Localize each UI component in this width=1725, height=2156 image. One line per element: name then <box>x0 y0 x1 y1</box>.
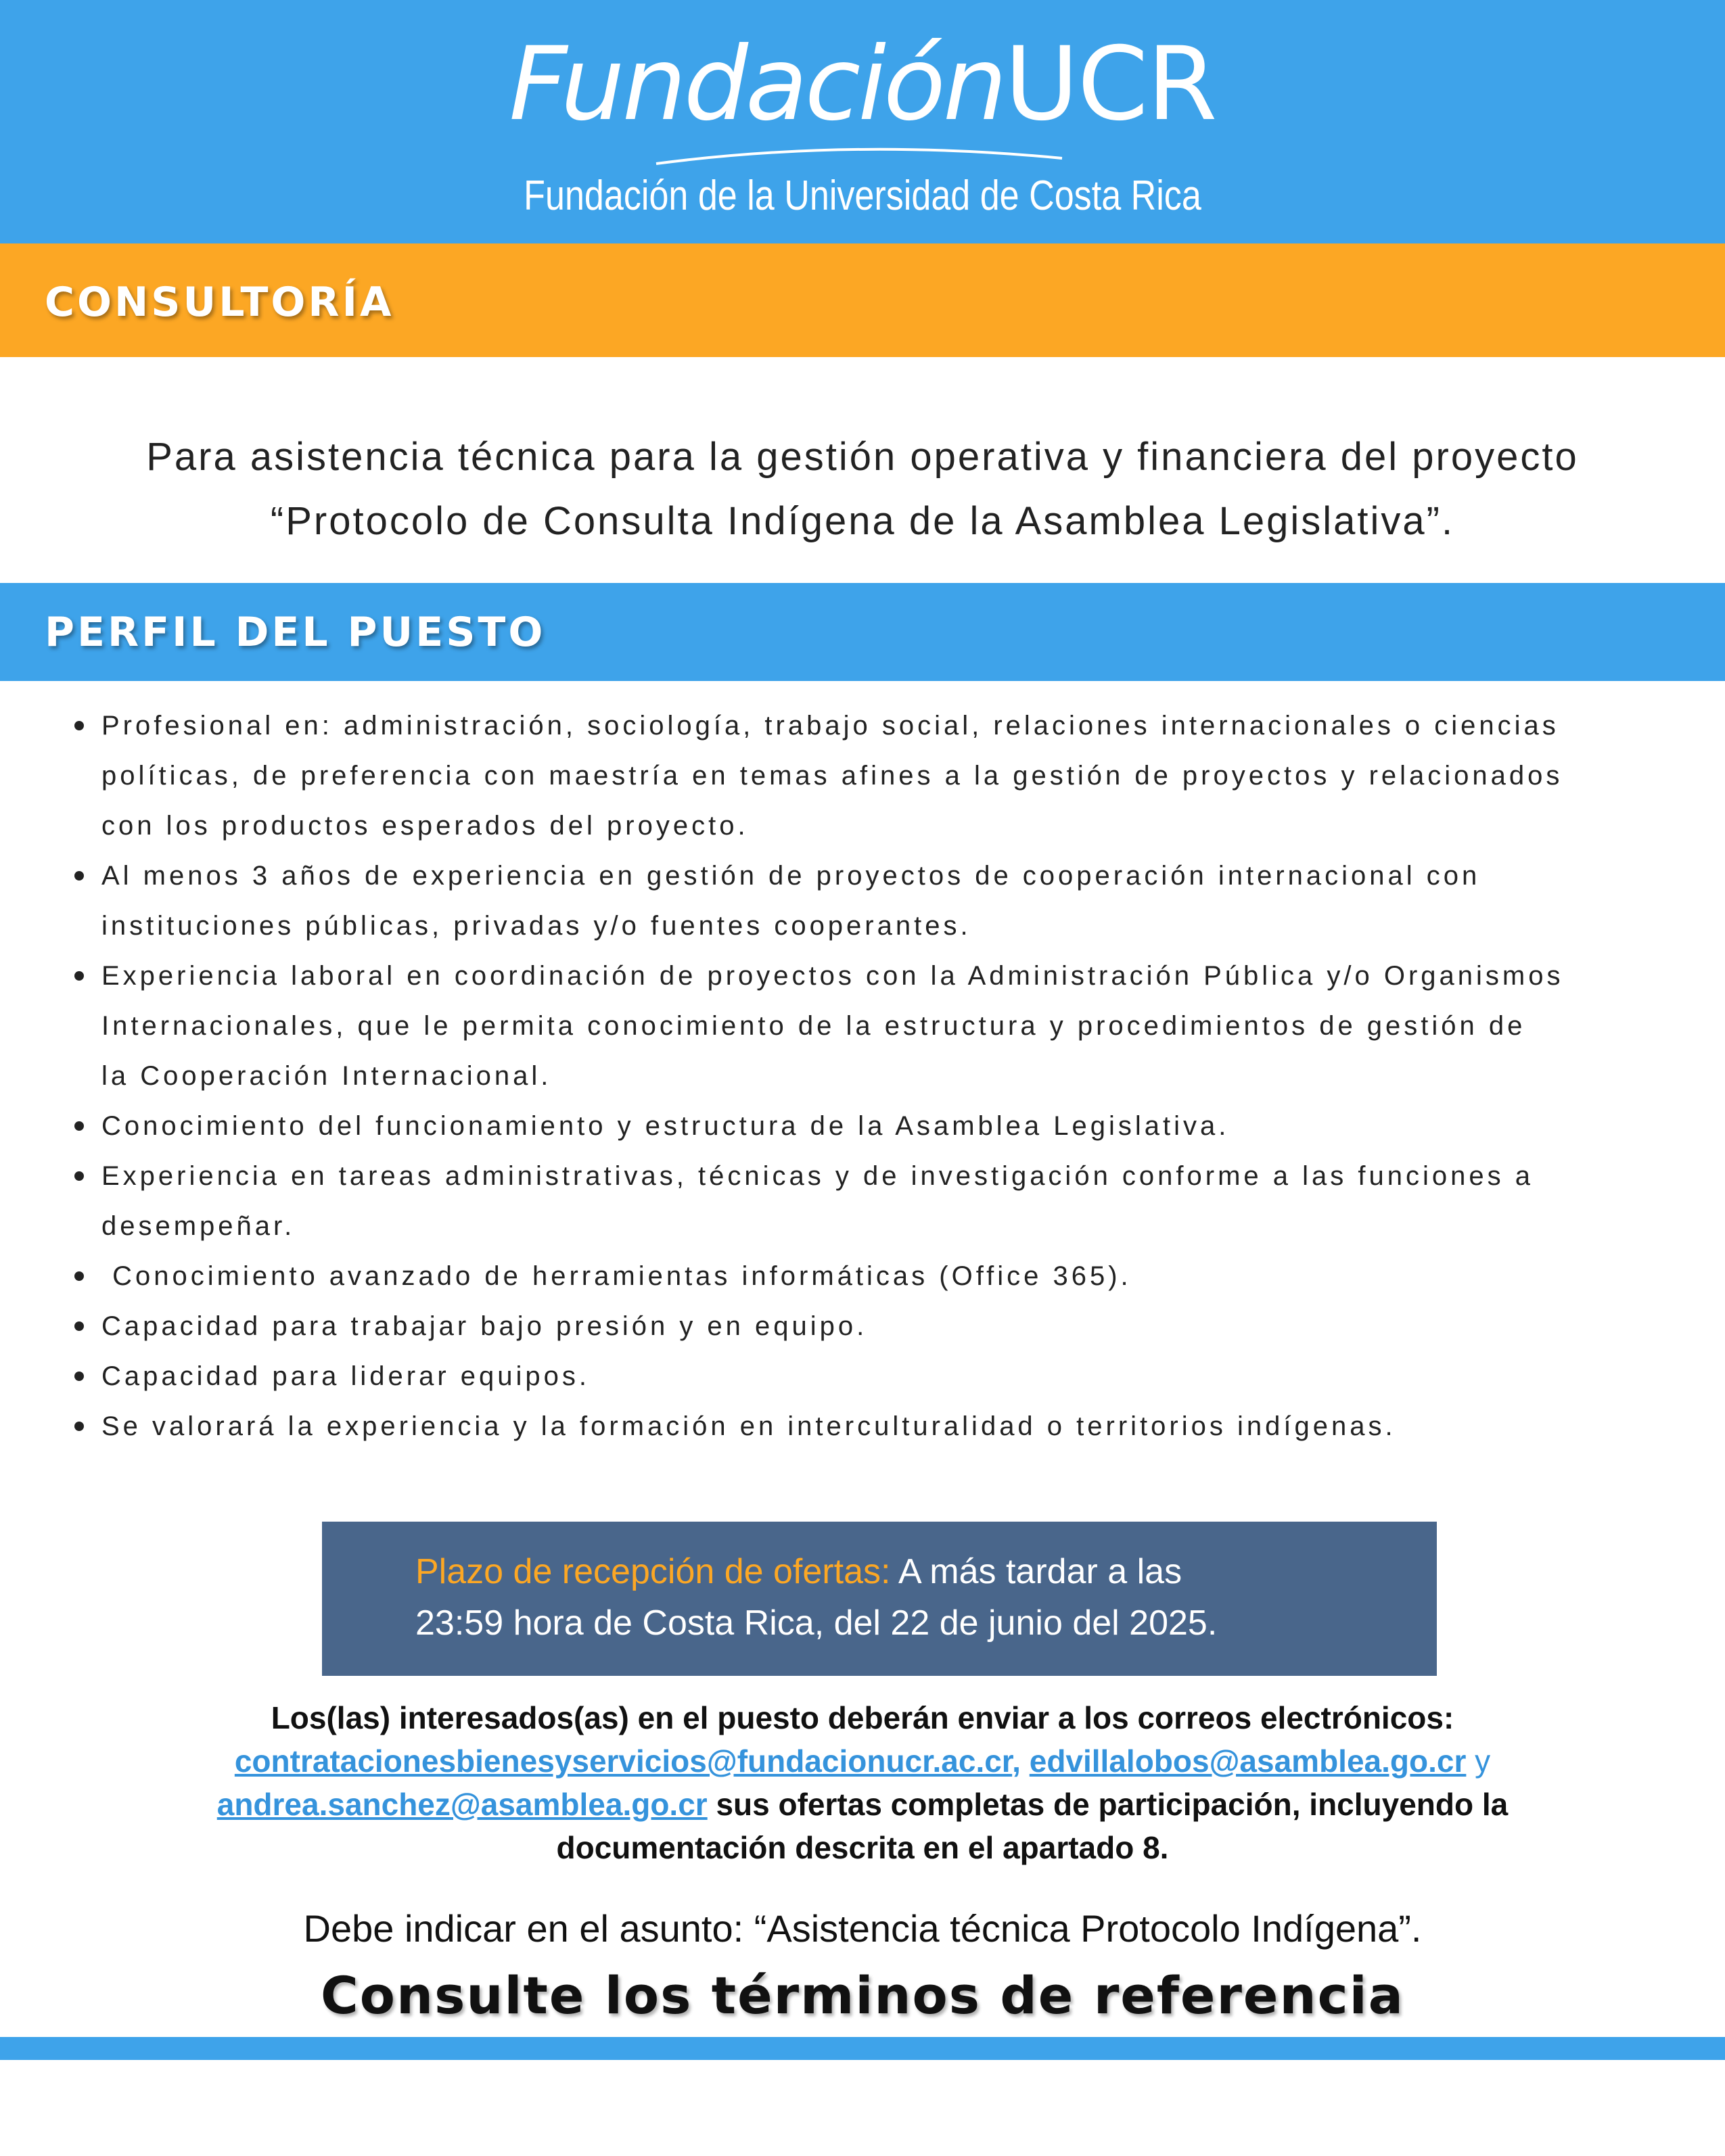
requirement-line: Profesional en: administración, sociología, trabajo social, relaciones internacionales o ciencias <box>101 711 1559 741</box>
perfil-band <box>0 583 1725 681</box>
requirements-list <box>68 701 1678 1451</box>
logo-subtitle: Fundación de la Universidad de Costa Rica <box>524 172 1201 219</box>
requirement-item <box>68 701 1678 851</box>
logo-swoosh-icon <box>649 141 1069 168</box>
email-separator: , <box>1012 1743 1030 1779</box>
requirement-line: Capacidad para trabajar bajo presión y en equipo. <box>101 1311 868 1341</box>
bullet-icon <box>74 1171 84 1181</box>
requirement-item <box>68 851 1678 951</box>
bullet-icon <box>74 1422 84 1431</box>
email-link-andrea[interactable]: andrea.sanchez@asamblea.go.cr <box>216 1787 708 1822</box>
email-link-edvillalobos[interactable]: edvillalobos@asamblea.go.cr <box>1029 1743 1467 1779</box>
email-separator: y <box>1466 1743 1491 1779</box>
perfil-title: PERFIL DEL PUESTO <box>45 609 546 656</box>
requirement-line: Conocimiento avanzado de herramientas informáticas (Office 365). <box>101 1261 1132 1291</box>
deadline-box <box>322 1522 1437 1676</box>
bullet-icon <box>74 971 84 981</box>
requirement-item <box>68 1351 1678 1401</box>
requirement-line: con los productos esperados del proyecto. <box>101 811 749 841</box>
contact-intro: Los(las) interesados(as) en el puesto deberán enviar a los correos electrónicos: <box>271 1700 1454 1735</box>
email-link-contrataciones[interactable]: contratacionesbienesyservicios@fundacionucr.ac.cr <box>234 1743 1013 1779</box>
requirement-item <box>68 1151 1678 1251</box>
requirement-line: la Cooperación Internacional. <box>101 1061 552 1091</box>
consultoria-band <box>0 243 1725 357</box>
bullet-icon <box>74 1271 84 1281</box>
bullet-icon <box>74 721 84 730</box>
intro-line-2: “Protocolo de Consulta Indígena de la Asamblea Legislativa”. <box>270 499 1455 543</box>
subject-instruction: Debe indicar en el asunto: “Asistencia técnica Protocolo Indígena”. <box>303 1907 1422 1950</box>
requirement-line: Se valorará la experiencia y la formación en interculturalidad o territorios indígenas. <box>101 1411 1396 1441</box>
deadline-text-1: A más tardar a las <box>890 1552 1182 1591</box>
requirement-line: Internacionales, que le permita conocimiento de la estructura y procedimientos de gestión de <box>101 1011 1526 1041</box>
requirement-item <box>68 1301 1678 1351</box>
bullet-icon <box>74 1121 84 1131</box>
requirement-item <box>68 1101 1678 1151</box>
intro-text <box>0 425 1725 553</box>
logo-word-fundacion: Fundación <box>509 26 1005 143</box>
requirement-line: Experiencia laboral en coordinación de proyectos con la Administración Pública y/o Organismos <box>101 961 1564 991</box>
requirement-line: Capacidad para liderar equipos. <box>101 1361 591 1391</box>
requirement-line: desempeñar. <box>101 1211 296 1241</box>
consultoria-title: CONSULTORÍA <box>45 279 394 326</box>
requirement-line: Al menos 3 años de experiencia en gestión de proyectos de cooperación internacional con <box>101 861 1481 891</box>
requirement-line: políticas, de preferencia con maestría en temas afines a la gestión de proyectos y relacionados <box>101 761 1563 791</box>
requirement-item <box>68 1251 1678 1301</box>
requirement-line: Conocimiento del funcionamiento y estructura de la Asamblea Legislativa. <box>101 1111 1230 1141</box>
header-banner <box>0 0 1725 243</box>
deadline-text-2: 23:59 hora de Costa Rica, del 22 de junio del 2025. <box>415 1603 1218 1643</box>
logo-word-ucr: UCR <box>1004 26 1216 143</box>
requirement-item <box>68 951 1678 1101</box>
logo-wordmark <box>0 27 1725 142</box>
contact-rest-2: documentación descrita en el apartado 8. <box>556 1830 1169 1865</box>
footer-bar <box>0 2037 1725 2060</box>
requirement-item <box>68 1401 1678 1451</box>
deadline-text <box>415 1546 1417 1649</box>
terms-of-reference-cta: Consulte los términos de referencia <box>321 1965 1404 2025</box>
deadline-label: Plazo de recepción de ofertas: <box>415 1552 891 1591</box>
contact-rest-1: sus ofertas completas de participación, incluyendo la <box>707 1787 1509 1822</box>
bullet-icon <box>74 1372 84 1381</box>
intro-line-1: Para asistencia técnica para la gestión operativa y financiera del proyecto <box>146 435 1579 479</box>
bullet-icon <box>74 871 84 881</box>
bullet-icon <box>74 1321 84 1331</box>
requirement-line: instituciones públicas, privadas y/o fuentes cooperantes. <box>101 911 971 941</box>
fundacion-ucr-logo <box>0 27 1725 223</box>
requirement-line: Experiencia en tareas administrativas, técnicas y de investigación conforme a las funciones a <box>101 1161 1534 1191</box>
contact-instructions <box>0 1696 1725 1869</box>
